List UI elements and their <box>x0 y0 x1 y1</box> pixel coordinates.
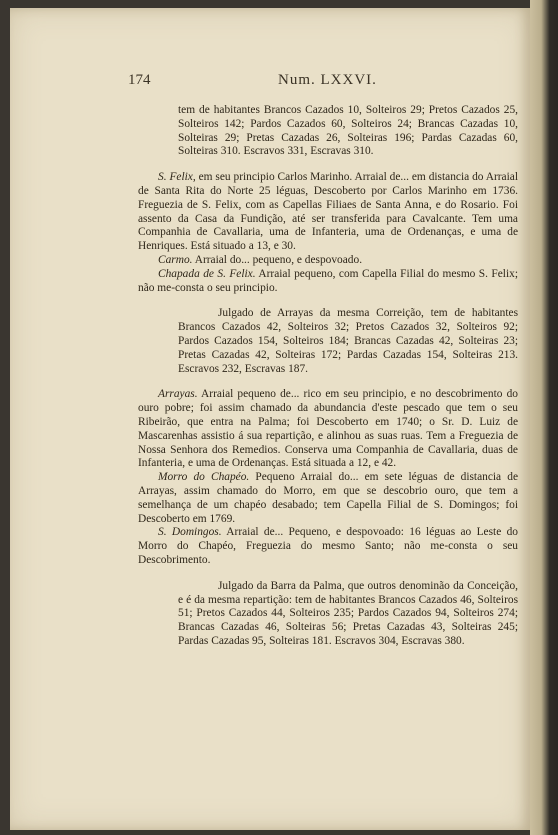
paragraph-julgado-barra-da-palma: Julgado da Barra da Palma, que outros denominão da Conceição, e é da mesma repartição: tem de habitantes Brancos Cazados 46, Solteiros 51; Pretos Cazados 44, Solteiros 235; Pardos Cazados 94, Solteiros 274; Brancas Cazadas 46, Solteiras 56; Pretas Cazadas 43, Solteiras 245; Pardas Cazadas 95, Solteiras 181. Escravos 304, Escravas 380. <box>178 579 518 647</box>
place-name: Morro do Chapéo. <box>158 471 250 484</box>
place-name: Chapada de S. Felix. <box>158 267 256 280</box>
book-page <box>10 8 530 830</box>
page-number: 174 <box>128 72 151 88</box>
paragraph-sao-felix: S. Felix, em seu principio Carlos Marinho. Arraial de... em distancia do Arraial de Santa Rita do Norte 25 léguas, Descoberto por Carlos Marinho em 1736. Freguezia de S. Felix, com as Capellas Filiaes de Santa Anna, e do Rosario. Foi assento da Casa da Fundição, até ser transferida para Cavalcante. Tem uma Companhia de Cavallaria, uma de Infanteria, uma de Ordenanças, e uma de Henriques. Está situado a 13, e 30. <box>138 171 519 253</box>
paragraph-carmo: Carmo. Arraial do... pequeno, e despovoado. <box>158 253 363 266</box>
place-name: Arrayas. <box>158 388 198 401</box>
paragraph-chapada: Chapada de S. Felix. Arraial pequeno, com Capella Filial do mesmo S. Felix; não me-consta o seu principio. <box>138 267 518 294</box>
place-name: Carmo. <box>158 253 193 266</box>
book-spine-edge <box>530 0 558 835</box>
paragraph-arrayas: Arrayas. Arraial pequeno de... rico em seu principio, e no descobrimento do ouro pobre; foi assim chamado da abundancia d'este pescado que tem o seu Ribeirão, que entra na Palma; foi Descoberto em 1740; o Sr. D. Luiz de Mascarenhas assistio á sua repartição, e alinhou as suas ruas. Tem a Freguezia de Nossa Senhora dos Remedios. Conserva uma Companhia de Cavallaria, duas de Infanteria, e uma de Ordenanças. Está situada a 12, e 42. <box>138 388 518 470</box>
place-name: S. Domingos. <box>158 526 222 539</box>
paragraph-continuation: tem de habitantes Brancos Cazados 10, Solteiros 29; Pretos Cazados 25, Solteiros 142; Pardos Cazados 60, Solteiros 24; Brancas Cazadas 10, Solteiras 29; Pretas Cazadas 26, Solteiras 196; Pardas Cazadas 60, Solteiras 310. Escravos 331, Escravas 310. <box>178 104 518 158</box>
place-name: S. Felix, <box>158 171 196 184</box>
page-header <box>10 72 530 92</box>
paragraph-morro-do-chapeo: Morro do Chapéo. Pequeno Arraial do... em sete léguas de distancia de Arrayas, assim chamado do Morro, em que se descobrio ouro, que tem a semelhança de um chapéo desabado; tem Capella Filial de S. Domingos; foi Descoberto em 1769. <box>138 471 519 525</box>
paragraph-sao-domingos: S. Domingos. Arraial de... Pequeno, e despovoado: 16 léguas ao Leste do Morro do Chapéo, Freguezia do mesmo Santo; não me-consta o seu Descobrimento. <box>138 526 518 566</box>
body-text <box>138 104 518 649</box>
running-head: Num. LXXVI. <box>278 72 377 88</box>
paragraph-julgado-arrayas: Julgado de Arrayas da mesma Correição, tem de habitantes Brancos Cazados 42, Solteiros 32; Pretos Cazados 32, Solteiros 92; Pardos Cazados 154, Solteiros 184; Brancas Cazadas 42, Solteiras 23; Pretas Cazadas 42, Solteiras 172; Pardas Cazadas 154, Solteiras 213. Escravos 232, Escravas 187. <box>178 307 518 375</box>
